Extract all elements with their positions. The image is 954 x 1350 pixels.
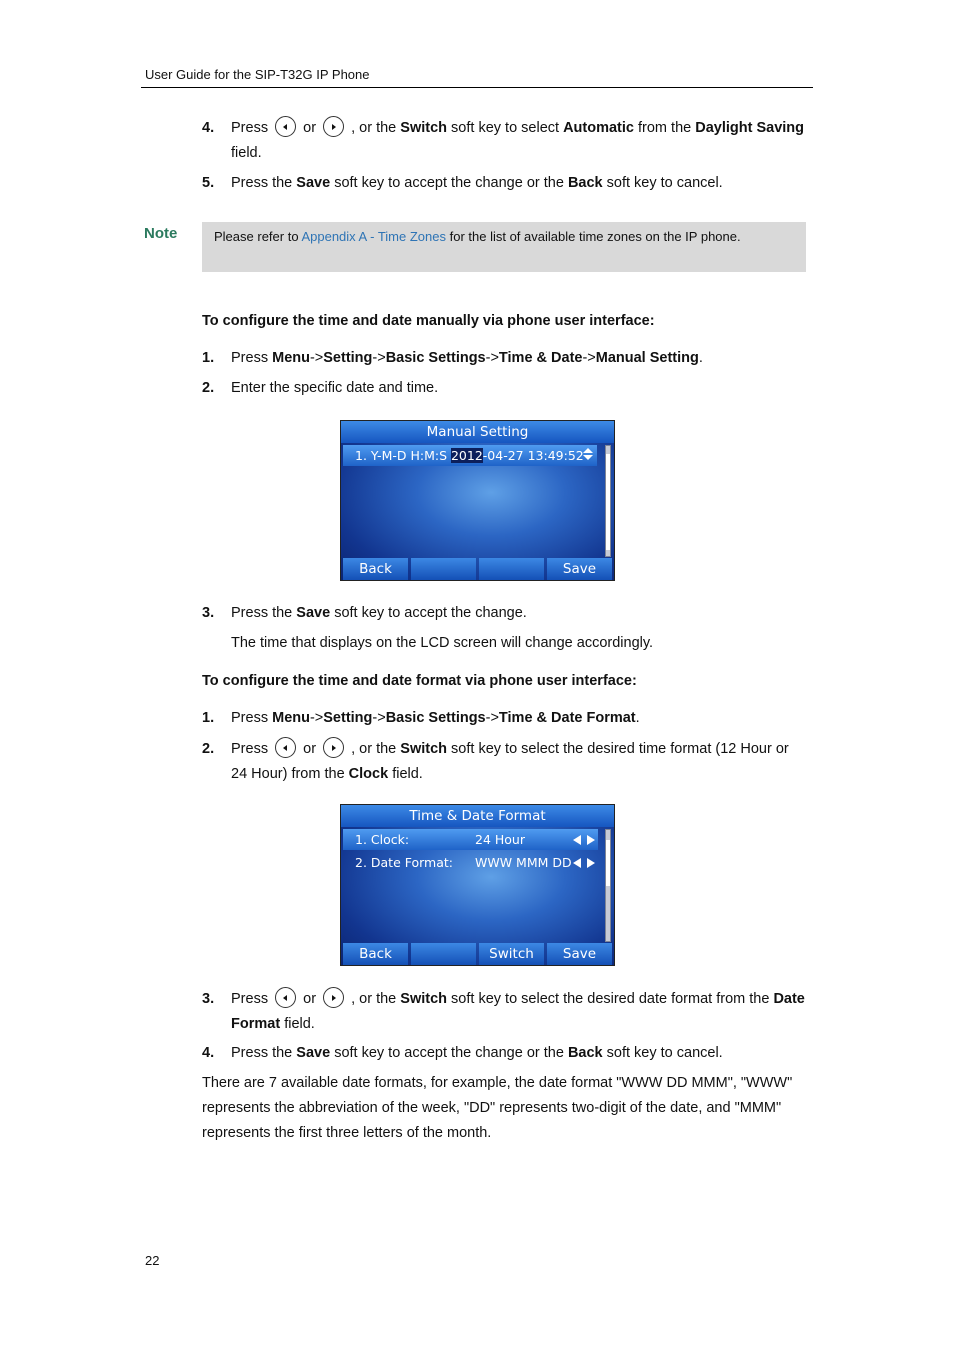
path-arrow: -> bbox=[372, 350, 386, 366]
step-text: Press bbox=[231, 710, 269, 726]
step-text: Enter the specific date and time. bbox=[231, 380, 439, 396]
clock-row[interactable] bbox=[343, 829, 598, 850]
step-text: Press the bbox=[231, 605, 293, 621]
save-softkey[interactable]: Save bbox=[547, 558, 612, 580]
step-text: or bbox=[303, 120, 317, 136]
step-select-time-format bbox=[202, 737, 806, 787]
scrollbar-thumb[interactable] bbox=[606, 840, 610, 886]
step-number: 4. bbox=[202, 120, 215, 136]
step-text: from the bbox=[638, 120, 692, 136]
empty-softkey-2[interactable] bbox=[411, 558, 476, 580]
path-arrow: -> bbox=[372, 710, 386, 726]
step-navigate-manual-setting bbox=[202, 346, 806, 371]
date-format-value: WWW MMM DD bbox=[475, 855, 572, 870]
step-text: or bbox=[303, 991, 317, 1007]
note-text: Please refer to bbox=[214, 229, 299, 244]
step-follow-text bbox=[202, 631, 806, 656]
step-number: 5. bbox=[202, 175, 215, 191]
step-number: 3. bbox=[202, 605, 215, 621]
step-text: Press bbox=[231, 120, 269, 136]
menu-path-item: Basic Settings bbox=[385, 710, 486, 726]
softkey-bar bbox=[341, 943, 614, 965]
back-softkey[interactable]: Back bbox=[343, 943, 408, 965]
left-navigation-key-icon bbox=[275, 737, 296, 758]
right-navigation-key-icon bbox=[323, 987, 344, 1008]
step-daylight-select bbox=[202, 116, 806, 166]
left-right-arrows-icon[interactable] bbox=[573, 835, 595, 845]
row-value: -04-27 13:49:52 bbox=[482, 448, 584, 463]
step-enter-date-time bbox=[202, 376, 806, 401]
path-arrow: -> bbox=[582, 350, 596, 366]
step-text: Press bbox=[231, 350, 269, 366]
path-arrow: -> bbox=[485, 350, 499, 366]
back-softkey[interactable]: Back bbox=[343, 558, 408, 580]
saving-field-name: Saving bbox=[756, 120, 805, 136]
screen-title: Manual Setting bbox=[341, 421, 614, 443]
step-number: 2. bbox=[202, 380, 215, 396]
date-formats-paragraph: There are 7 available date formats, for example, the date format "WWW DD MMM", "WWW" represents the abbreviation of the week, "DD" represents two-digit of the date, and "MMM" represents the first three letters of the month. bbox=[202, 1075, 793, 1141]
step-text: . bbox=[698, 350, 703, 366]
step-text: field. bbox=[284, 1016, 315, 1032]
note-label: Note bbox=[144, 225, 178, 242]
step-text: soft key to accept the change. bbox=[334, 605, 527, 621]
note-text: for the list of available time zones on the IP phone. bbox=[449, 229, 741, 244]
step-text: soft key to select the desired date format from the bbox=[451, 991, 770, 1007]
row-label: 2. Date Format: bbox=[355, 855, 454, 870]
step-text: . bbox=[635, 710, 640, 726]
step-text: soft key to cancel. bbox=[606, 1045, 723, 1061]
step-text: Press the bbox=[231, 175, 293, 191]
menu-path-item: Manual Setting bbox=[595, 350, 699, 366]
step-text: soft key to accept the change or the bbox=[334, 1045, 564, 1061]
step-text: soft key to cancel. bbox=[606, 175, 723, 191]
step-text: , or the bbox=[351, 991, 397, 1007]
note-box bbox=[202, 222, 806, 272]
clock-field-name: Clock bbox=[348, 766, 389, 782]
page-header-title: User Guide for the SIP-T32G IP Phone bbox=[145, 67, 370, 82]
left-right-arrows-icon[interactable] bbox=[573, 858, 595, 868]
step-text: , or the bbox=[351, 741, 397, 757]
save-softkey[interactable]: Save bbox=[547, 943, 612, 965]
step-number: 2. bbox=[202, 741, 215, 757]
menu-path-item: Time & Date bbox=[498, 350, 583, 366]
save-softkey-name: Save bbox=[296, 1045, 331, 1061]
step-text: Press bbox=[231, 741, 269, 757]
appendix-time-zones-link[interactable]: Appendix A - Time Zones bbox=[301, 229, 446, 244]
menu-path-item: Setting bbox=[323, 710, 373, 726]
step-text: or bbox=[303, 741, 317, 757]
clock-value: 24 Hour bbox=[475, 832, 525, 847]
path-arrow: -> bbox=[309, 350, 324, 366]
step-text: soft key to select bbox=[451, 120, 560, 136]
left-navigation-key-icon bbox=[275, 987, 296, 1008]
phone-screen-time-date-format bbox=[340, 804, 615, 966]
step-save-or-cancel-format bbox=[202, 1041, 806, 1066]
header-rule bbox=[141, 87, 813, 88]
back-softkey-name: Back bbox=[567, 1045, 603, 1061]
screen-title: Time & Date Format bbox=[341, 805, 614, 827]
left-navigation-key-icon bbox=[275, 116, 296, 137]
switch-softkey-name: Switch bbox=[400, 120, 448, 136]
page-number: 22 bbox=[145, 1253, 160, 1268]
empty-softkey-3[interactable] bbox=[479, 558, 544, 580]
date-format-field-name: Date Format bbox=[231, 991, 805, 1032]
row-label: 1. Y-M-D H:M:S bbox=[355, 448, 447, 463]
section-heading-format: To configure the time and date format via phone user interface: bbox=[202, 673, 637, 689]
step-text: , or the bbox=[351, 120, 397, 136]
path-arrow: -> bbox=[309, 710, 324, 726]
menu-path-item: Menu bbox=[272, 710, 310, 726]
year-field-cursor[interactable]: 2012 bbox=[450, 448, 483, 463]
step-text: The time that displays on the LCD screen will change accordingly. bbox=[231, 635, 654, 651]
menu-path-item: Basic Settings bbox=[385, 350, 486, 366]
right-navigation-key-icon bbox=[323, 737, 344, 758]
switch-softkey-name: Switch bbox=[400, 741, 448, 757]
automatic-option-name: Automatic bbox=[563, 120, 634, 136]
right-navigation-key-icon bbox=[323, 116, 344, 137]
step-number: 4. bbox=[202, 1045, 215, 1061]
softkey-bar bbox=[341, 558, 614, 580]
daylight-field-name: Daylight bbox=[695, 120, 753, 136]
step-text: field. bbox=[392, 766, 423, 782]
scrollbar[interactable] bbox=[605, 829, 611, 942]
date-format-row[interactable] bbox=[343, 852, 598, 873]
step-text: field. bbox=[231, 145, 262, 161]
date-time-row[interactable] bbox=[343, 445, 597, 466]
phone-screen-manual-setting bbox=[340, 420, 615, 581]
step-text: soft key to accept the change or the bbox=[334, 175, 564, 191]
step-save-or-cancel bbox=[202, 171, 806, 196]
step-text: Press the bbox=[231, 1045, 293, 1061]
up-down-arrows-icon[interactable] bbox=[583, 448, 593, 460]
menu-path-item: Menu bbox=[272, 350, 310, 366]
step-save-change bbox=[202, 601, 806, 626]
step-number: 1. bbox=[202, 710, 215, 726]
scrollbar[interactable] bbox=[605, 445, 611, 557]
section-heading-manual: To configure the time and date manually via phone user interface: bbox=[202, 313, 655, 329]
step-text: soft key to select the desired time format (12 Hour or 24 Hour) from the bbox=[231, 741, 789, 782]
save-softkey-name: Save bbox=[296, 175, 331, 191]
switch-softkey-name: Switch bbox=[400, 991, 448, 1007]
row-label: 1. Clock: bbox=[355, 832, 410, 847]
path-arrow: -> bbox=[485, 710, 499, 726]
step-navigate-date-format bbox=[202, 706, 806, 731]
back-softkey-name: Back bbox=[567, 175, 603, 191]
empty-softkey-2[interactable] bbox=[411, 943, 476, 965]
menu-path-item: Setting bbox=[323, 350, 373, 366]
step-text: Press bbox=[231, 991, 269, 1007]
menu-path-item: Time & Date Format bbox=[498, 710, 636, 726]
step-number: 1. bbox=[202, 350, 215, 366]
step-select-date-format bbox=[202, 987, 806, 1037]
step-number: 3. bbox=[202, 991, 215, 1007]
scrollbar-thumb[interactable] bbox=[606, 454, 610, 550]
switch-softkey[interactable]: Switch bbox=[479, 943, 544, 965]
save-softkey-name: Save bbox=[296, 605, 331, 621]
